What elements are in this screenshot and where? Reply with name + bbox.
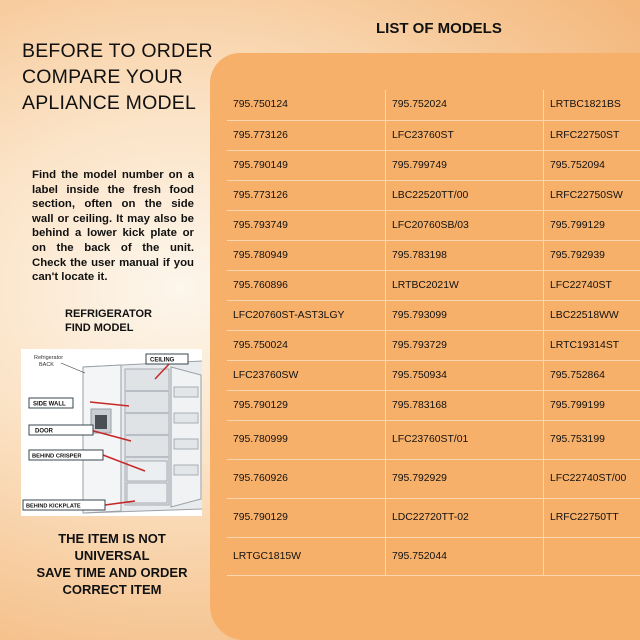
door-callout: DOOR [35,428,53,435]
model-number-cell: 795.780999 [227,420,386,459]
refrigerator-diagram [21,349,202,516]
back-label-line: BACK [39,362,54,368]
model-number-cell: LFC23760ST [386,120,544,150]
model-number-cell: 795.752044 [386,537,544,575]
model-number-cell: LFC22740ST [544,270,640,300]
model-number-cell: LRTBC1821BS [544,90,640,120]
model-number-cell: LRTBC2021W [386,270,544,300]
model-number-cell: 795.750124 [227,90,386,120]
ceiling-callout: CEILING [150,357,175,364]
model-number-cell: 795.799199 [544,390,640,420]
model-row [227,330,640,360]
model-number-cell [544,537,640,575]
model-number-cell: 795.783198 [386,240,544,270]
model-row [227,270,640,300]
label-line: REFRIGERATOR [65,308,152,320]
model-number-cell: 795.792929 [386,459,544,498]
model-number-cell: LDC22720TT-02 [386,498,544,537]
model-number-cell: LBC22518WW [544,300,640,330]
model-number-cell: 795.773126 [227,120,386,150]
refrigerator-diagram-svg [21,349,202,516]
model-number-cell: 795.790149 [227,150,386,180]
heading-line: BEFORE TO ORDER [22,40,213,62]
model-number-cell: 795.752864 [544,360,640,390]
model-number-cell: 795.750934 [386,360,544,390]
model-number-cell: 795.790129 [227,390,386,420]
model-number-cell: LFC23760ST/01 [386,420,544,459]
model-row [227,420,640,459]
back-label-line: Refrigerator [34,355,64,361]
notice-line: UNIVERSAL [74,548,150,563]
model-number-cell: LBC22520TT/00 [386,180,544,210]
model-number-cell: 795.799749 [386,150,544,180]
model-row [227,150,640,180]
behind-crisper-callout: BEHIND CRISPER [32,453,82,460]
refrigerator-find-model-label [65,307,152,335]
behind-kickplate-callout: BEHIND KICKPLATE [26,503,81,510]
heading-line: COMPARE YOUR [22,66,183,88]
model-number-cell: LRTGC1815W [227,537,386,575]
model-number-cell: LFC23760SW [227,360,386,390]
notice-line: CORRECT ITEM [62,582,162,597]
model-number-cell: LFC22740ST/00 [544,459,640,498]
model-location-instructions: Find the model number on a label inside the fresh food section, often on the side wall or ceiling. It may also be behind a lower kick plate or on the back of the unit. Check the user manual if you can't locate it. [32,169,194,284]
model-number-cell: 795.790129 [227,498,386,537]
model-number-cell: 795.752024 [386,90,544,120]
model-number-cell: 795.752094 [544,150,640,180]
compare-model-heading [22,38,232,116]
model-row [227,498,640,537]
model-row [227,120,640,150]
model-number-cell: 795.760896 [227,270,386,300]
model-number-cell: 795.799129 [544,210,640,240]
model-number-cell: 795.750024 [227,330,386,360]
model-number-cell: LRFC22750SW [544,180,640,210]
notice-line: SAVE TIME AND ORDER [36,565,188,580]
model-number-cell: LRFC22750ST [544,120,640,150]
model-number-cell: 795.780949 [227,240,386,270]
model-number-cell: 795.793729 [386,330,544,360]
model-number-cell: 795.793749 [227,210,386,240]
model-row [227,537,640,575]
side-wall-callout: SIDE WALL [33,401,66,408]
model-number-cell: 795.773126 [227,180,386,210]
model-row [227,360,640,390]
model-row [227,390,640,420]
models-table [227,90,640,576]
models-list-title: LIST OF MODELS [376,20,502,37]
model-number-cell: LRFC22750TT [544,498,640,537]
model-row [227,90,640,120]
notice-line: THE ITEM IS NOT [58,531,166,546]
model-number-cell: 795.753199 [544,420,640,459]
not-universal-notice [12,530,212,598]
model-row [227,180,640,210]
model-number-cell: LFC20760ST-AST3LGY [227,300,386,330]
model-row [227,459,640,498]
model-number-cell: 795.792939 [544,240,640,270]
label-line: FIND MODEL [65,322,134,334]
model-number-cell: 795.793099 [386,300,544,330]
model-number-cell: LFC20760SB/03 [386,210,544,240]
model-row [227,240,640,270]
model-row [227,300,640,330]
model-number-cell: LRTC19314ST [544,330,640,360]
model-row [227,210,640,240]
heading-line: APLIANCE MODEL [22,92,197,114]
model-number-cell: 795.783168 [386,390,544,420]
model-number-cell: 795.760926 [227,459,386,498]
